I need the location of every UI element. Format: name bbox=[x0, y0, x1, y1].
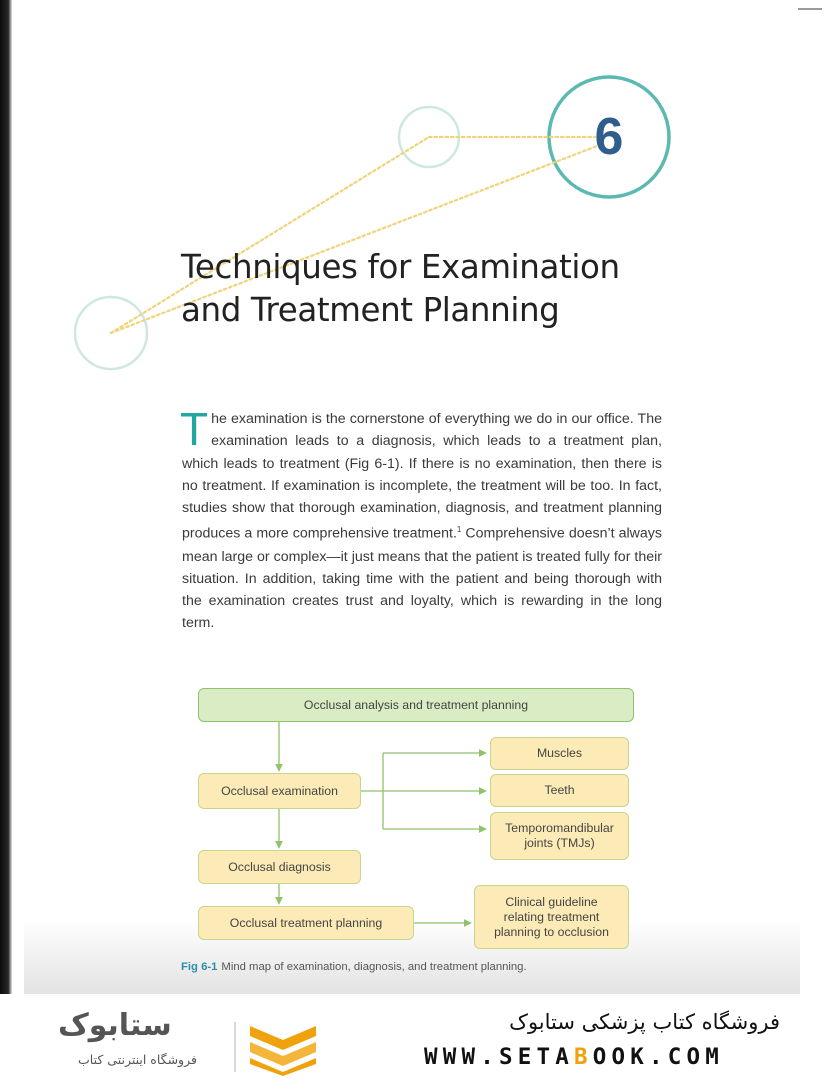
store-url-accent: B bbox=[573, 1044, 593, 1070]
chapter-decoration bbox=[0, 0, 824, 400]
store-logo-wordmark: ستابوک bbox=[58, 1008, 172, 1043]
intro-paragraph bbox=[180, 403, 662, 635]
chapter-title bbox=[181, 246, 701, 332]
node-occlusal-examination: Occlusal examination bbox=[198, 773, 361, 809]
footnote-ref[interactable]: 1 bbox=[456, 525, 462, 535]
store-url-part-2: OOK.COM bbox=[592, 1044, 724, 1070]
node-tmj: Temporomandibular joints (TMJs) bbox=[490, 812, 629, 860]
chapter-title-line-2: and Treatment Planning bbox=[181, 291, 560, 329]
node-occlusal-treatment-planning: Occlusal treatment planning bbox=[198, 906, 414, 940]
store-url[interactable] bbox=[424, 1044, 724, 1070]
node-teeth: Teeth bbox=[490, 774, 629, 807]
chapter-title-line-1: Techniques for Examination bbox=[181, 248, 620, 286]
intro-text: he examination is the cornerstone of everything we do in our office. The examination leads to a diagnosis, which leads to a treatment plan, which leads to treatment (Fig 6-1). If there is no examination, then there is no treatment. If examination is incomplete, the treatment will be too. In fact, studies show that thorough examination, diagnosis, and treatment planning produces a more comprehensive treatment. bbox=[182, 411, 662, 543]
chapter-number: 6 bbox=[594, 108, 624, 166]
node-muscles: Muscles bbox=[490, 737, 629, 770]
figure-label: Fig 6-1 bbox=[181, 961, 218, 973]
store-name: فروشگاه کتاب پزشکی ستابوک bbox=[509, 1010, 780, 1034]
figure-caption-text: Mind map of examination, diagnosis, and treatment planning. bbox=[221, 961, 527, 973]
drop-cap: T bbox=[180, 403, 209, 455]
node-occlusal-diagnosis: Occlusal diagnosis bbox=[198, 850, 361, 884]
store-logo-subtitle: فروشگاه اینترنتی کتاب bbox=[78, 1052, 197, 1067]
figure-caption bbox=[181, 961, 527, 973]
node-clinical-guideline: Clinical guideline relating treatment planning to occlusion bbox=[474, 885, 629, 949]
node-occlusal-analysis: Occlusal analysis and treatment planning bbox=[198, 688, 634, 722]
book-logo-icon bbox=[244, 1018, 322, 1076]
intro-text-cont: Comprehensive doesn’t always mean large or complex—it just means that the patient is treated fully for their situation. In addition, taking time with the patient and being thorough with the examination creates trust and loyalty, which is rewarding in the long term. bbox=[182, 526, 662, 632]
store-url-part-1: WWW.SETA bbox=[424, 1044, 574, 1070]
footer-divider bbox=[234, 1022, 236, 1072]
